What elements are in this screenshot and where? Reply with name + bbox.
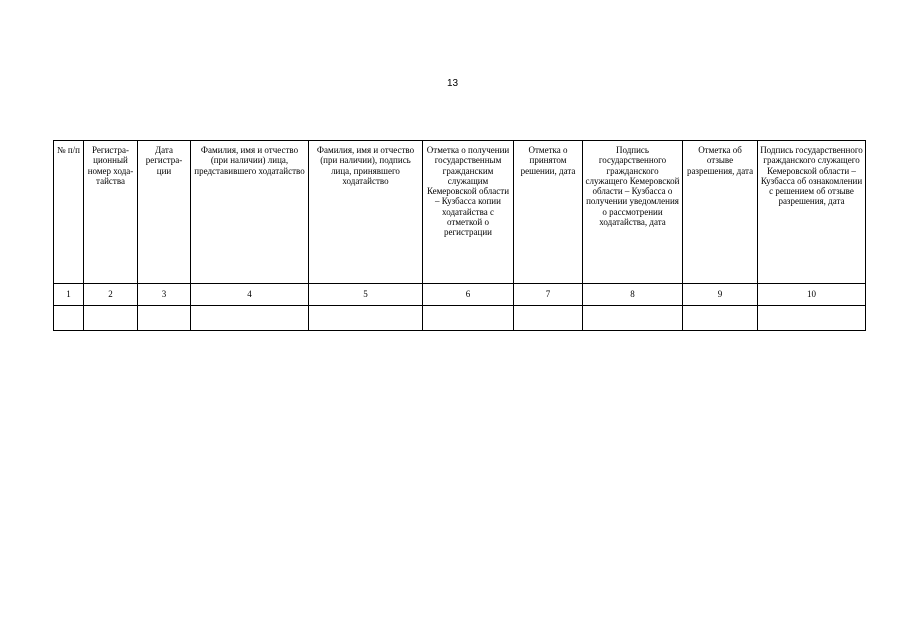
empty-cell xyxy=(138,306,191,331)
header-cell-registration-number: Регистра-ционный номер хода-тайства xyxy=(84,141,138,284)
column-number-cell: 4 xyxy=(191,284,309,306)
empty-cell xyxy=(84,306,138,331)
header-cell-revocation-mark: Отметка об отзыве разрешения, дата xyxy=(683,141,758,284)
column-number-cell: 9 xyxy=(683,284,758,306)
header-cell-applicant-name: Фамилия, имя и отчество (при наличии) лица, представившего ходатайство xyxy=(191,141,309,284)
empty-cell xyxy=(583,306,683,331)
header-cell-registration-date: Дата регистра-ции xyxy=(138,141,191,284)
empty-cell xyxy=(309,306,423,331)
empty-cell xyxy=(423,306,514,331)
empty-cell xyxy=(514,306,583,331)
header-cell-decision-mark: Отметка о принятом решении, дата xyxy=(514,141,583,284)
header-cell-notification-signature: Подпись государственного гражданского служащего Кемеровской области – Кузбасса о получении уведомления о рассмотрении ходатайства, дата xyxy=(583,141,683,284)
empty-cell xyxy=(758,306,866,331)
table-header-row xyxy=(54,141,866,284)
column-number-cell: 6 xyxy=(423,284,514,306)
header-cell-receiver-name: Фамилия, имя и отчество (при наличии), подпись лица, принявшего ходатайство xyxy=(309,141,423,284)
column-number-cell: 10 xyxy=(758,284,866,306)
header-cell-revocation-signature: Подпись государственного гражданского служащего Кемеровской области – Кузбасса об ознакомлении с решением об отзыве разрешения, дата xyxy=(758,141,866,284)
column-number-row xyxy=(54,284,866,306)
column-number-cell: 2 xyxy=(84,284,138,306)
header-cell-number: № п/п xyxy=(54,141,84,284)
registration-table xyxy=(53,140,866,331)
empty-cell xyxy=(191,306,309,331)
header-cell-copy-received-mark: Отметка о получении государственным гражданским служащим Кемеровской области – Кузбасса копии ходатайства с отметкой о регистрации xyxy=(423,141,514,284)
column-number-cell: 5 xyxy=(309,284,423,306)
empty-cell xyxy=(683,306,758,331)
column-number-cell: 1 xyxy=(54,284,84,306)
page-number: 13 xyxy=(446,78,459,89)
column-number-cell: 8 xyxy=(583,284,683,306)
column-number-cell: 7 xyxy=(514,284,583,306)
empty-cell xyxy=(54,306,84,331)
column-number-cell: 3 xyxy=(138,284,191,306)
table-row xyxy=(54,306,866,331)
